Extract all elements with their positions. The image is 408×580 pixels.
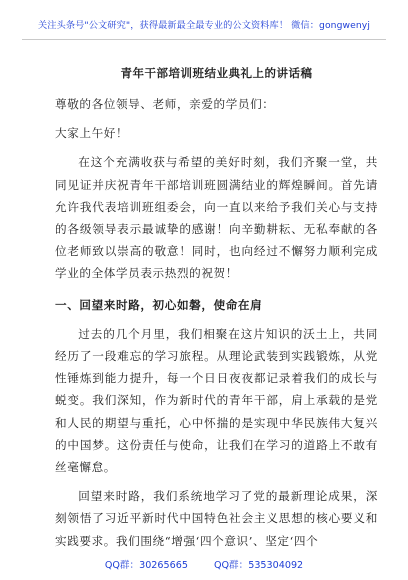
document-body (55, 48, 378, 548)
section-heading: 一、回望来时路，初心如磐，使命在肩 (55, 297, 263, 312)
greeting: 大家上午好！ (55, 126, 129, 141)
header-notice: 关注头条号"公文研究"，获得最新最全最专业的公文资料库！ 微信：gongwenyj (38, 20, 370, 31)
opening-paragraph: 在这个充满收获与希望的美好时刻，我们齐聚一堂，共同见证并庆祝青年干部培训班圆满结业的辉煌瞬间。首先请允许我代表培训班组委会，向一直以来给予我们关心与支持的各级领导表示最诚挚的感谢！向辛勤耕耘、无私奉献的各位老师致以崇高的敬意！同时，也向经过不懈努力顺利完成学业的全体学员表示热烈的祝贺！ (55, 155, 378, 281)
salutation: 尊敬的各位领导、老师，亲爱的学员们： (55, 97, 275, 111)
qq-group-2: QQ群：535304092 (213, 560, 304, 571)
document-title: 青年干部培训班结业典礼上的讲话稿 (120, 66, 313, 80)
qq-group-1: QQ群：30265665 (104, 560, 188, 571)
header-banner (22, 9, 386, 40)
section-paragraph: 过去的几个月里，我们相聚在这片知识的沃土上，共同经历了一段难忘的学习旅程。从理论武装到实践锻炼，从党性锤炼到能力提升，每一个日日夜夜都记录着我们的成长与蜕变。我们深知，作为新时代的青年干部，肩上承载的是党和人民的期望与重托，心中怀揣的是实现中华民族伟大复兴的中国梦。这份责任与使命，让我们在学习的道路上不敢有丝毫懈怠。 (55, 326, 378, 475)
footer-contact (0, 557, 408, 571)
section-paragraph: 回望来时路，我们系统地学习了党的最新理论成果，深刻领悟了习近平新时代中国特色社会主义思想的核心要义和实践要求。我们围绕“增强‘四个意识’、坚定‘四个 (55, 489, 378, 548)
